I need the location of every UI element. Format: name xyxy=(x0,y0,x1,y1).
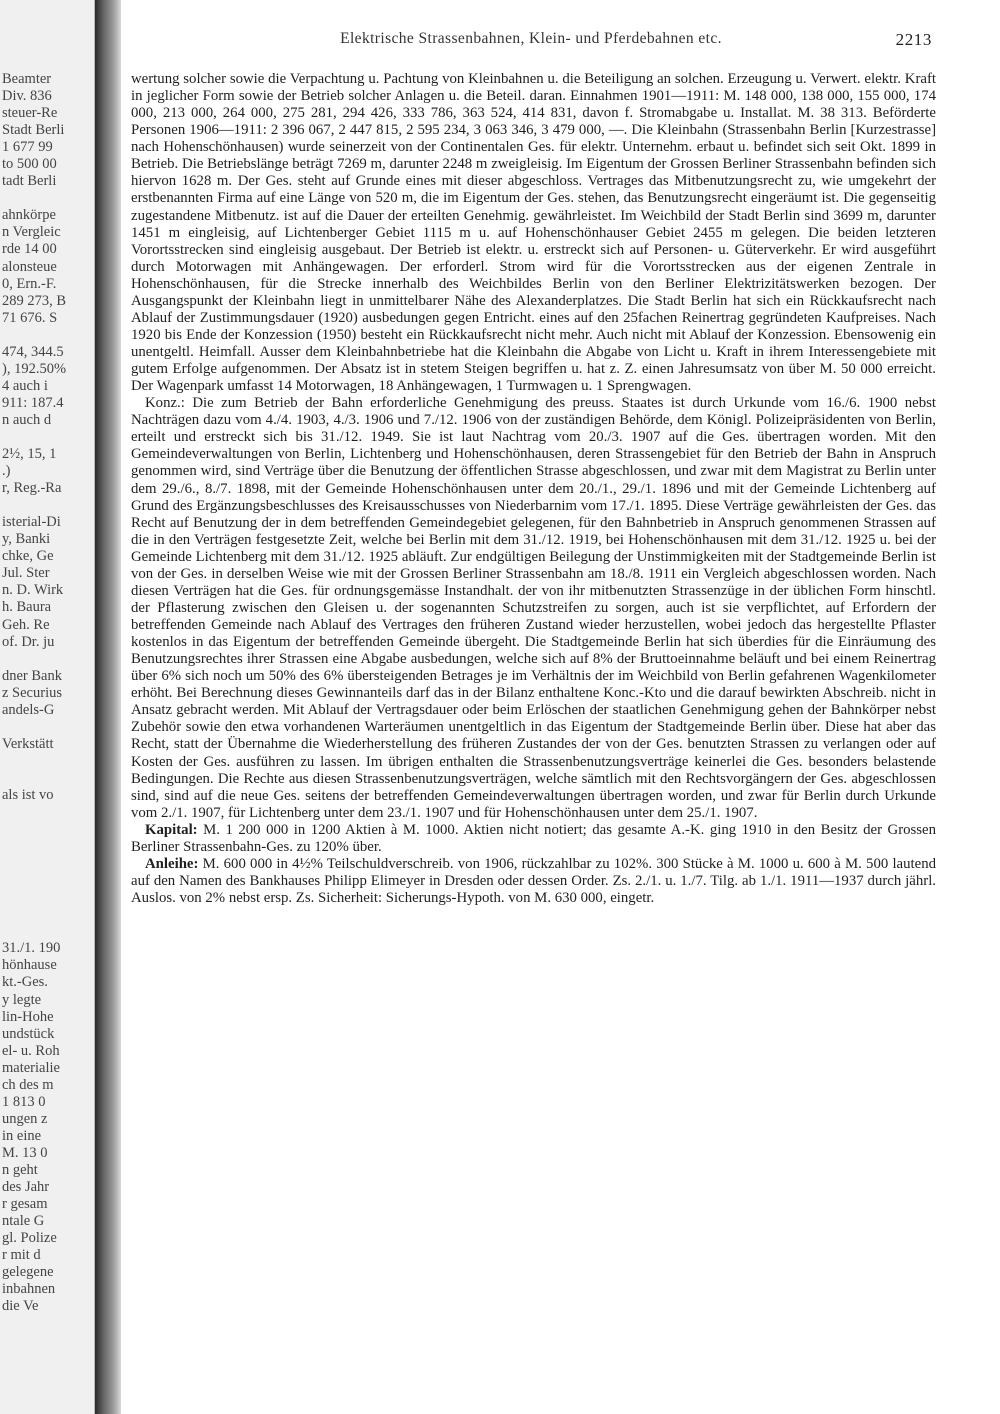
left-fragment-line: inbahnen xyxy=(2,1281,56,1298)
left-fragment-line: 289 273, B xyxy=(2,292,67,309)
left-fragment-line: ahnkörpe xyxy=(2,207,56,224)
left-fragment-line: hönhause xyxy=(2,957,57,974)
capital-text: M. 1 200 000 in 1200 Aktien à M. 1000. Aktien nicht notiert; das gesamte A.-K. ging 1910 in den Besitz der Grossen Berliner Strassenbahn-Ges. zu 120% über. xyxy=(131,821,936,855)
running-head: Elektrische Strassenbahnen, Klein- und Pferdebahnen etc. xyxy=(340,30,722,47)
left-fragment-line: M. 13 0 xyxy=(2,1144,48,1161)
business-paragraph: wertung solcher sowie die Verpachtung u. Pachtung von Kleinbahnen u. die Beteiligung an solchen. Erzeugung u. Verwert. elektr. Kraft in jeglicher Form sowie der Betrieb solcher Anlagen u. die Beteil. daran. Einnahmen 1901—1911: M. 148 000, 138 000, 155 000, 174 000, 213 000, 264 000, 275 281, 294 426, 333 786, 363 524, 414 831, davon f. Stromabgabe u. Installat. M. 38 313. Beförderte Personen 1906—1911: 2 396 067, 2 447 815, 2 595 234, 3 063 346, 3 479 000, —. Die Kleinbahn (Strassenbahn Berlin [Kurzestrasse] nach Hohenschönhausen) wurde seinerzeit von der Continentalen Ges. für elektr. Unternehm. erbaut u. befindet sich seit Okt. 1899 in Betrieb. Die Betriebslänge beträgt 7269 m, darunter 2248 m zweigleisig. Im Eigentum der Grossen Berliner Strassenbahn befinden sich hiervon 1628 m. Der Ges. steht auf Grunde eines mit dieser abgeschloss. Vertrages das Mitbenutzungsrecht zu, wie umgekehrt der erstbenannten Firma auf eine Länge von 520 m, die im Eigentum der Ges. stehen, das Benutzungsrecht eingeräumt ist. Die gegenseitig zugestandene Mitbenutz. ist auf die Dauer der erteilten Genehmig. gewährleistet. Im Weichbild der Stadt Berlin sind 3699 m, darunter 1451 m eingleisig, auf Lichtenberger Gebiet 1115 m u. auf Hohenschönhauser Gebiet 2455 m gelegen. Die beiden letzteren Vorortsstrecken sind eingleisig ausgebaut. Der Betrieb ist elektr. u. erstreckt sich auf Personen- u. Güterverkehr. Er wird ausgeführt durch Motorwagen mit Anhängewagen. Der erforderl. Strom wird für die Vorortsstrecken aus der eigenen Zentrale in Hohenschönhausen, für die Strecke innerhalb des Weichbildes Berlin von den Berliner Elektrizitätswerken bezogen. Der Ausgangspunkt der Kleinbahn liegt in unmittelbarer Nähe des Alexanderplatzes. Die Stadt Berlin hat sich ein Rückkaufsrecht nach Ablauf der Zustimmungsdauer (1920) ausbedungen gegen Entricht. eines auf den 25fachen Reinertrag gegründeten Kaufpreises. Nach 1920 bis Ende der Konzession (1950) besteht ein Rückkaufsrecht nicht mehr. Auch nicht mit Ablauf der Konzession. Ebensowenig ein unentgeltl. Heimfall. Ausser dem Kleinbahnbetriebe hat die Kleinbahn die Abgabe von Licht u. Kraft in ihrem Interessengebiete mit gutem Erfolge aufgenommen. Der Absatz ist in stetem Steigen begriffen u. hat z. Z. einen Jahresumsatz von über M. 50 000 erreicht. Der Wagenpark umfasst 14 Motorwagen, 18 Anhängewagen, 1 Turmwagen u. 1 Sprengwagen. xyxy=(131,71,936,395)
left-fragment-line: dner Bank xyxy=(2,667,62,684)
left-fragment-line: kt.-Ges. xyxy=(2,974,48,991)
left-fragment-line: ungen z xyxy=(2,1110,48,1127)
left-fragment-line: Stadt Berli xyxy=(2,122,65,139)
left-fragment-line: ch des m xyxy=(2,1076,54,1093)
left-fragment-line xyxy=(2,838,94,855)
left-fragment-line: to 500 00 xyxy=(2,156,57,173)
left-fragment-line xyxy=(2,753,94,770)
left-fragment-line: isterial-Di xyxy=(2,514,61,531)
loan-text: M. 600 000 in 4½% Teilschuldverschreib. von 1906, rückzahlbar zu 102%. 300 Stücke à M. 1000 u. 600 à M. 500 lautend auf den Namen des Bankhauses Philipp Elimeyer in Dresden oder dessen Order. Zs. 2./1. u. 1./7. Tilg. ab 1./1. 1911—1937 durch jährl. Auslos. von 2% nebst ersp. Zs. Sicherheit: Sicherungs-Hypoth. von M. 630 000, eingetr. xyxy=(131,855,936,906)
left-fragment-line: gl. Polize xyxy=(2,1230,57,1247)
left-fragment-line xyxy=(2,497,94,514)
loan-label: Anleihe: xyxy=(145,855,199,872)
left-fragment-line: n auch d xyxy=(2,411,52,428)
left-fragment-line: des Jahr xyxy=(2,1179,50,1196)
left-fragment-line: ntale G xyxy=(2,1213,45,1230)
capital-paragraph xyxy=(131,822,936,856)
left-fragment-line: gelegene xyxy=(2,1264,54,1281)
left-fragment-line xyxy=(2,804,94,821)
left-fragment-line: 0, Ern.-F. xyxy=(2,275,57,292)
left-fragment-line: Jul. Ster xyxy=(2,565,50,582)
left-fragment-line: r gesam xyxy=(2,1196,48,1213)
left-fragment-line: 4 auch i xyxy=(2,377,48,394)
left-fragment-line xyxy=(2,821,94,838)
left-fragment-line: n Vergleic xyxy=(2,224,61,241)
left-fragment-line xyxy=(2,651,94,668)
left-fragment-line: .) xyxy=(2,463,11,480)
left-fragment-line: Div. 836 xyxy=(2,88,52,105)
left-fragment-line: alonsteue xyxy=(2,258,57,275)
left-fragment-line: z Securius xyxy=(2,684,62,701)
left-fragment-line: ), 192.50% xyxy=(2,360,67,377)
left-fragment-line: die Ve xyxy=(2,1298,39,1315)
left-fragment-line: als ist vo xyxy=(2,786,54,803)
left-fragment-line xyxy=(2,770,94,787)
left-fragment-line: 911: 187.4 xyxy=(2,394,64,411)
left-fragment-line xyxy=(2,190,94,207)
page-number: 2213 xyxy=(895,30,932,49)
left-fragment-line: h. Baura xyxy=(2,599,52,616)
left-fragment-line: 2½, 15, 1 xyxy=(2,446,57,463)
left-fragment-line: undstück xyxy=(2,1025,55,1042)
left-fragment-line: Beamter xyxy=(2,71,52,87)
left-fragment-line: 31./1. 190 xyxy=(2,940,61,957)
page-header xyxy=(130,30,932,54)
left-fragment-line: steuer-Re xyxy=(2,105,58,122)
left-fragment-line xyxy=(2,719,94,736)
left-page-fragments xyxy=(2,71,94,1315)
left-fragment-line: materialie xyxy=(2,1059,60,1076)
loan-paragraph xyxy=(131,856,936,907)
left-fragment-line: 1 677 99 xyxy=(2,139,53,156)
left-fragment-line: Verkstätt xyxy=(2,735,54,752)
left-fragment-line: lin-Hohe xyxy=(2,1008,54,1025)
left-fragment-line: n geht xyxy=(2,1162,38,1178)
left-fragment-line: r mit d xyxy=(2,1247,41,1264)
left-fragment-line xyxy=(2,429,94,446)
left-fragment-line: andels-G xyxy=(2,701,55,718)
left-fragment-line: y, Banki xyxy=(2,531,51,548)
left-fragment-line: chke, Ge xyxy=(2,548,54,565)
left-fragment-line xyxy=(2,889,94,906)
book-spine xyxy=(95,0,121,1414)
left-fragment-line xyxy=(2,906,94,923)
left-fragment-line: tadt Berli xyxy=(2,173,57,190)
left-fragment-line: of. Dr. ju xyxy=(2,633,55,650)
left-fragment-line: rde 14 00 xyxy=(2,241,57,258)
concession-paragraph: Konz.: Die zum Betrieb der Bahn erforderliche Genehmigung des preuss. Staates ist durch Urkunde vom 16./6. 1900 nebst Nachträgen dazu vom 4./4. 1903, 4./3. 1906 und 7./12. 1906 von der zuständigen Behörde, dem Königl. Polizeipräsidenten von Berlin, erteilt und erstreckt sich bis 31./12. 1949. Sie ist laut Nachtrag vom 20./3. 1907 auf die Ges. übertragen worden. Mit den Gemeindeverwaltungen von Berlin, Lichtenberg und Hohenschönhausen, deren Strassengebiet für den Betrieb der Bahn in Anspruch genommen wird, sind Verträge über die Benutzung der öffentlichen Strasse abgeschlossen, und zwar mit dem Magistrat zu Berlin unter dem 29./6., 8./7. 1898, mit der Gemeinde Hohenschönhausen unter dem 20./1., 29./1. 1896 und mit der Gemeinde Lichtenberg auf Grund des Ergänzungsbeschlusses des Kreisausschusses von Niederbarnim vom 17./1. 1895. Diese Verträge gewährleisten der Ges. das Recht auf Benutzung der in dem betreffenden Gemeindegebiet gelegenen, für den Bahnbetrieb in Anspruch genommenen Strassen auf die in den Verträgen festgesetzte Zeit, welche bei Berlin mit dem 31./12. 1919, bei Hohenschönhausen mit dem 31./12. 1925 u. bei der Gemeinde Lichtenberg mit dem 31./12. 1925 abläuft. Zur endgültigen Beilegung der Unstimmigkeiten mit der Stadtgemeinde Berlin ist von der Ges. in derselben Weise wie mit der Grossen Berliner Strassenbahn am 18./8. 1911 ein Vergleich abgeschlossen worden. Nach diesen Verträgen hat die Ges. für ordnungsgemässe Instandhalt. der von ihr mitbenutzten Strassenzüge in der üblichen Form hinschtl. der Pflasterung zwischen den Gleisen u. der sogenannten Schutzstreifen zu sorgen, auch ist sie verpflichtet, auf Erfordern der betreffenden Gemeinde nach Ablauf des Vertrages den früheren Zustand wieder herzustellen, wobei jedoch das hergestellte Pflaster kostenlos in das Eigentum der betreffenden Gemeinde übergeht. Die Stadtgemeinde Berlin hat sich überdies für die Einräumung des Benutzungsrechtes ihrer Strassen eine Abgabe ausbedungen, welche sich auf 8% der Bruttoeinnahme beläuft und bei einem Reinertrag über 6% sich noch um 50% des 6% übersteigenden Betrages je im Verhältnis der im Weichbild von Berlin gefahrenen Wagenkilometer erhöht. Bei Berechnung dieses Gewinnanteils darf das in der Bilanz enthaltene Konc.-Kto und die darauf bewirkten Abschreib. nicht in Ansatz gebracht werden. Mit Ablauf der Vertragsdauer oder beim Erlöschen der staatlichen Genehmigung gehen der Bahnkörper nebst Zubehör sowie den etwa vorhandenen Warteräumen unentgeltlich in das Eigentum der Stadtgemeinde Berlin über. Diese hat aber das Recht, statt der Übernahme die Wiederherstellung des früheren Zustandes der von der Ges. benutzten Strassen zu verlangen oder auf Kosten der Ges. ausführen zu lassen. Im übrigen enthalten die Strassenbenutzungsverträge keinerlei die Ges. besonders belastende Bedingungen. Die Rechte aus diesen Strassenbenutzungsverträgen, welche sämtlich mit den Rechtsvorgängern der Ges. abgeschlossen sind, sind auf die neue Ges. seitens der betreffenden Gemeindeverwaltungen übertragen worden, und zwar für Berlin durch Urkunde vom 2./1. 1907, für Lichtenberg unter dem 23./1. 1907 und für Hohenschönhausen unter dem 25./1. 1907. xyxy=(131,395,936,821)
left-fragment-line: el- u. Roh xyxy=(2,1042,60,1059)
left-fragment-line: Geh. Re xyxy=(2,616,50,633)
left-fragment-line: 71 676. S xyxy=(2,309,58,326)
left-fragment-line: 474, 344.5 xyxy=(2,343,64,360)
left-fragment-line: y legte xyxy=(2,991,42,1008)
left-fragment-line xyxy=(2,872,94,889)
main-text-column xyxy=(131,71,936,907)
capital-label: Kapital: xyxy=(145,821,198,838)
left-fragment-line: r, Reg.-Ra xyxy=(2,480,62,497)
left-fragment-line xyxy=(2,855,94,872)
left-fragment-line xyxy=(2,923,94,940)
left-fragment-line: 1 813 0 xyxy=(2,1093,46,1110)
left-fragment-line xyxy=(2,327,94,344)
left-fragment-line: in eine xyxy=(2,1127,42,1144)
left-fragment-line: n. D. Wirk xyxy=(2,582,64,599)
